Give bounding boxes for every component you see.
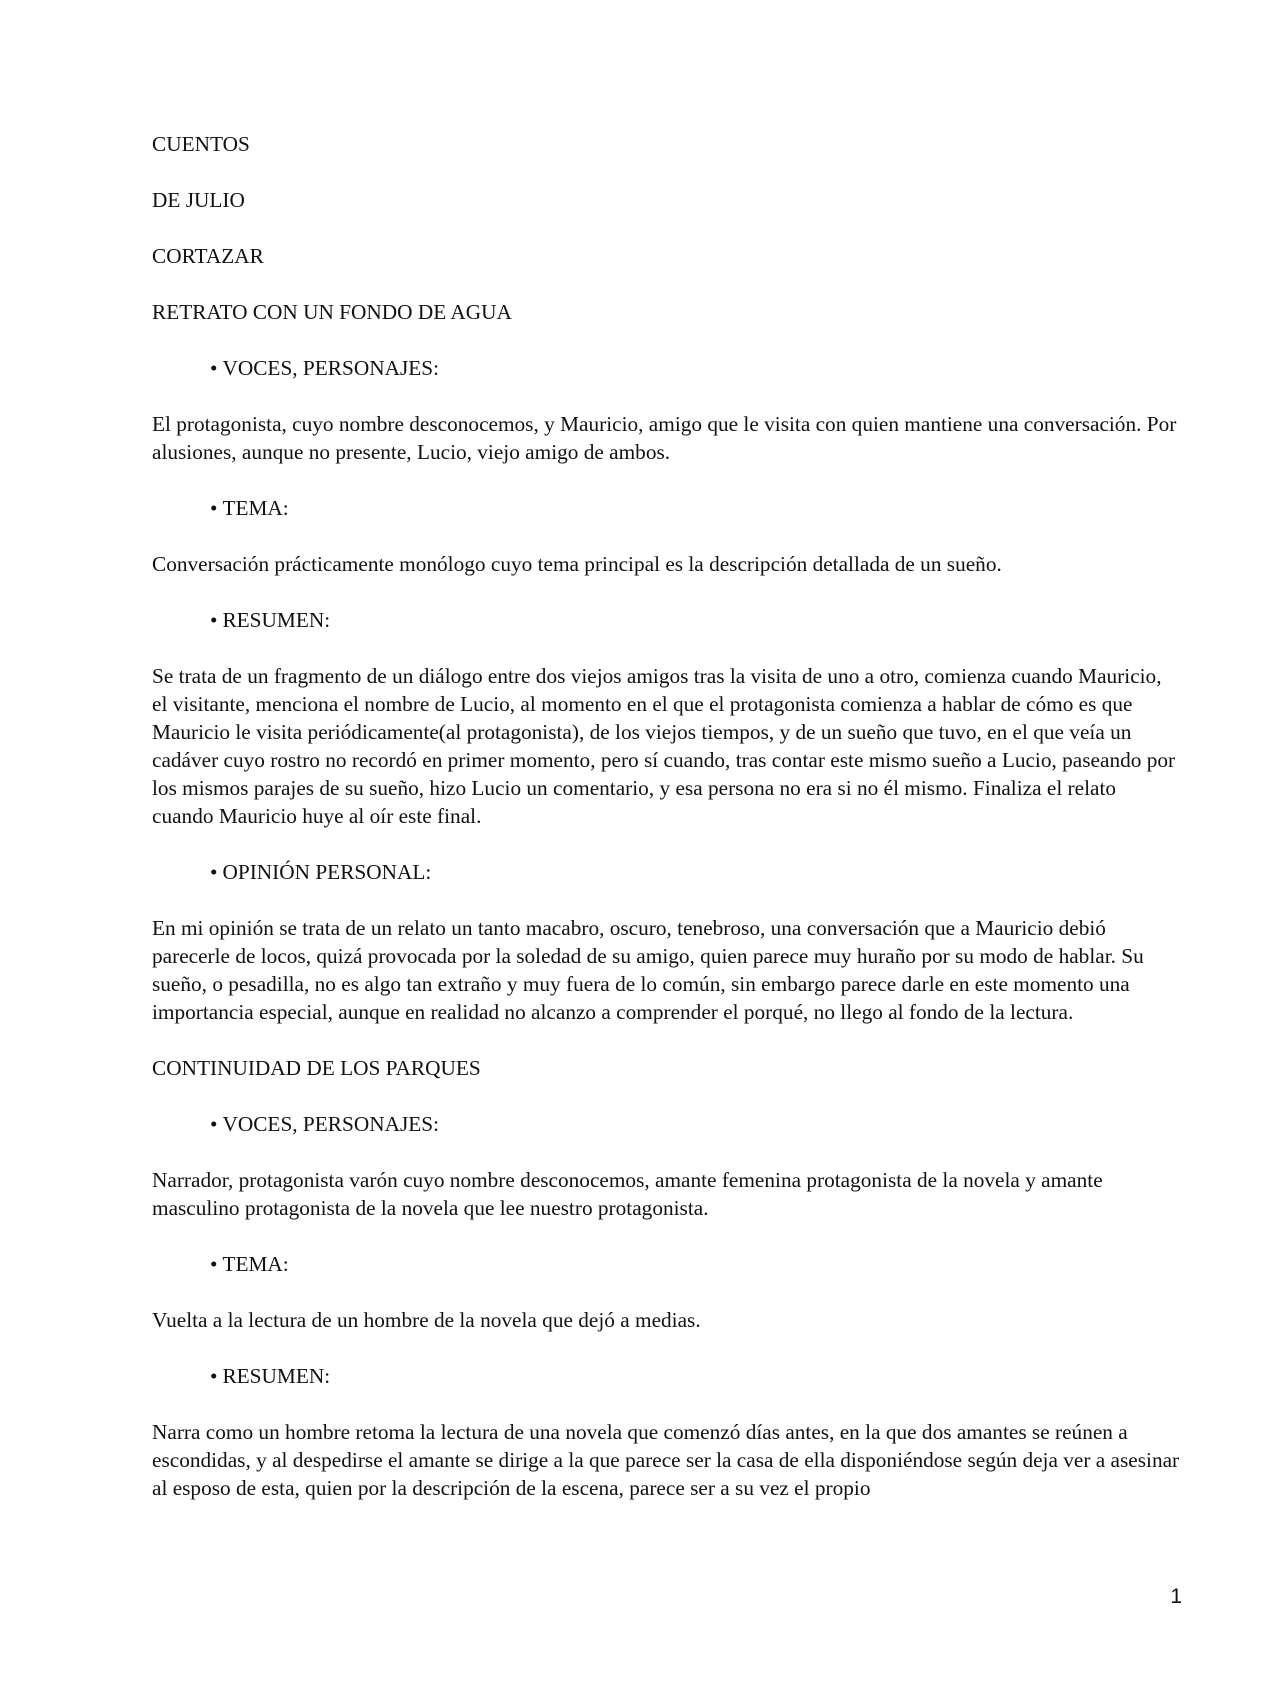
bullet-heading [152,1110,1182,1138]
bullet-label: VOCES, PERSONAJES: [222,1112,440,1136]
bullet-icon: • [210,860,218,884]
bullet-icon: • [210,356,218,380]
page-number: 1 [1170,1585,1182,1608]
bullet-label: RESUMEN: [222,608,331,632]
bullet-label: RESUMEN: [222,1364,331,1388]
paragraph: Vuelta a la lectura de un hombre de la novela que dejó a medias. [152,1308,701,1332]
bullet-heading [152,1250,1182,1278]
bullet-label: VOCES, PERSONAJES: [222,356,440,380]
bullet-label: OPINIÓN PERSONAL: [222,860,432,884]
paragraph: Narrador, protagonista varón cuyo nombre desconocemos, amante femenina protagonista de la novela y amante masculino protagonista de la novela que lee nuestro protagonista. [152,1168,1103,1220]
bullet-heading [152,858,1182,886]
bullet-heading [152,1362,1182,1390]
bullet-label: TEMA: [222,1252,289,1276]
title-line: CUENTOS [152,132,250,156]
document-body [152,130,1182,1530]
paragraph: Narra como un hombre retoma la lectura de una novela que comenzó días antes, en la que dos amantes se reúnen a escondidas, y al despedirse el amante se dirige a la que parece ser la casa de ella disponiéndose según deja ver a asesinar al esposo de esta, quien por la descripción de la escena, parece ser a su vez el propio [152,1420,1180,1500]
paragraph: Se trata de un fragmento de un diálogo entre dos viejos amigos tras la visita de uno a otro, comienza cuando Mauricio, el visitante, menciona el nombre de Lucio, al momento en el que el protagonista comienza a hablar de cómo es que Mauricio le visita periódicamente(al protagonista), de los viejos tiempos, y de un sueño que tuvo, en el que veía un cadáver cuyo rostro no recordó en primer momento, pero sí cuando, tras contar este mismo sueño a Lucio, paseando por los mismos parajes de su sueño, hizo Lucio un comentario, y esa persona no era si no él mismo. Finaliza el relato cuando Mauricio huye al oír este final. [152,664,1176,828]
paragraph: Conversación prácticamente monólogo cuyo tema principal es la descripción detallada de un sueño. [152,552,1002,576]
bullet-icon: • [210,608,218,632]
bullet-heading [152,354,1182,382]
title-line: DE JULIO [152,188,245,212]
bullet-heading [152,494,1182,522]
bullet-icon: • [210,1364,218,1388]
section-title: CONTINUIDAD DE LOS PARQUES [152,1056,481,1080]
bullet-icon: • [210,1252,218,1276]
section-title: RETRATO CON UN FONDO DE AGUA [152,300,512,324]
title-line: CORTAZAR [152,244,264,268]
paragraph: El protagonista, cuyo nombre desconocemos, y Mauricio, amigo que le visita con quien mantiene una conversación. Por alusiones, aunque no presente, Lucio, viejo amigo de ambos. [152,412,1177,464]
bullet-label: TEMA: [222,496,289,520]
bullet-icon: • [210,1112,218,1136]
bullet-icon: • [210,496,218,520]
bullet-heading [152,606,1182,634]
paragraph: En mi opinión se trata de un relato un tanto macabro, oscuro, tenebroso, una conversación que a Mauricio debió parecerle de locos, quizá provocada por la soledad de su amigo, quien parece muy huraño por su modo de hablar. Su sueño, o pesadilla, no es algo tan extraño y muy fuera de lo común, sin embargo parece darle en este momento una importancia especial, aunque en realidad no alcanzo a comprender el porqué, no llego al fondo de la lectura. [152,916,1144,1024]
